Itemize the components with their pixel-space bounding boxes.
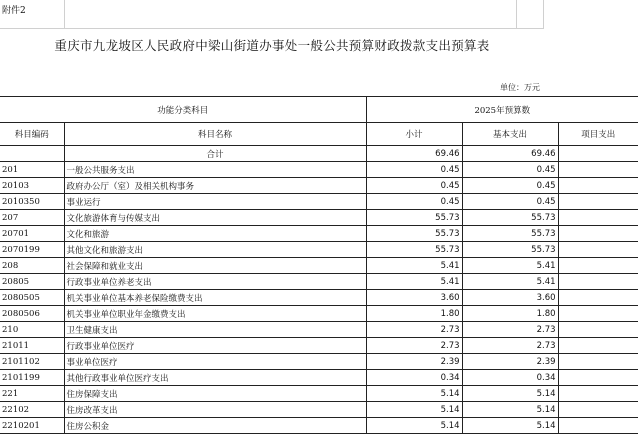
row-subtotal: 55.73 [366,242,462,258]
row-project [558,402,638,418]
row-code: 201 [0,162,64,178]
row-subtotal: 5.41 [366,274,462,290]
row-project [558,386,638,402]
row-code: 208 [0,258,64,274]
row-subtotal: 5.41 [366,258,462,274]
table-row [0,226,638,242]
row-name: 其他文化和旅游支出 [64,242,366,258]
row-project [558,370,638,386]
row-subtotal: 5.14 [366,386,462,402]
row-basic: 5.14 [462,418,558,434]
row-code: 2080505 [0,290,64,306]
row-name: 住房保障支出 [64,386,366,402]
table-row [0,386,638,402]
row-basic: 1.80 [462,306,558,322]
table-row [0,322,638,338]
attachment-label: 附件2 [2,6,26,16]
row-name: 住房改革支出 [64,402,366,418]
row-subtotal: 55.73 [366,226,462,242]
row-project [558,258,638,274]
total-code-cell [0,146,64,162]
row-subtotal: 3.60 [366,290,462,306]
table-row [0,258,638,274]
row-code: 210 [0,322,64,338]
table-row [0,162,638,178]
row-code: 21011 [0,338,64,354]
row-project [558,274,638,290]
row-code: 2210201 [0,418,64,434]
corner-cell-b [64,0,517,28]
table-row [0,194,638,210]
row-subtotal: 2.73 [366,338,462,354]
row-subtotal: 5.14 [366,402,462,418]
row-subtotal: 0.34 [366,370,462,386]
row-code: 221 [0,386,64,402]
row-basic: 0.34 [462,370,558,386]
row-basic: 3.60 [462,290,558,306]
row-name: 事业运行 [64,194,366,210]
row-project [558,322,638,338]
table-row [0,178,638,194]
row-project [558,290,638,306]
row-project [558,242,638,258]
row-name: 行政事业单位医疗 [64,338,366,354]
row-code: 22102 [0,402,64,418]
row-basic: 55.73 [462,210,558,226]
row-project [558,338,638,354]
table-row [0,402,638,418]
row-subtotal: 0.45 [366,178,462,194]
row-project [558,194,638,210]
row-name: 事业单位医疗 [64,354,366,370]
col-project-header: 项目支出 [558,123,638,146]
col-basic-header: 基本支出 [462,123,558,146]
row-basic: 5.14 [462,386,558,402]
row-subtotal: 5.14 [366,418,462,434]
total-project [558,146,638,162]
row-project [558,226,638,242]
row-subtotal: 2.73 [366,322,462,338]
row-basic: 0.45 [462,194,558,210]
row-code: 2070199 [0,242,64,258]
row-subtotal: 2.39 [366,354,462,370]
row-code: 207 [0,210,64,226]
unit-label: 单位：万元 [500,83,540,92]
table-row [0,290,638,306]
row-basic: 0.45 [462,162,558,178]
row-code: 20701 [0,226,64,242]
row-basic: 55.73 [462,242,558,258]
function-class-header: 功能分类科目 [0,97,366,123]
row-project [558,162,638,178]
table-row [0,306,638,322]
table-row [0,418,638,434]
row-name: 一般公共服务支出 [64,162,366,178]
page-title: 重庆市九龙坡区人民政府中梁山街道办事处一般公共预算财政拨款支出预算表 [54,38,490,53]
col-subtotal-header: 小计 [366,123,462,146]
row-name: 文化和旅游 [64,226,366,242]
row-name: 政府办公厅（室）及相关机构事务 [64,178,366,194]
row-name: 社会保障和就业支出 [64,258,366,274]
table-row [0,210,638,226]
col-name-header: 科目名称 [64,123,366,146]
total-row [0,146,638,162]
row-project [558,418,638,434]
total-subtotal: 69.46 [366,146,462,162]
row-name: 卫生健康支出 [64,322,366,338]
budget-table [0,96,638,434]
row-code: 20805 [0,274,64,290]
corner-cell-c [516,0,544,28]
table-row [0,338,638,354]
col-code-header: 科目编码 [0,123,64,146]
row-name: 住房公积金 [64,418,366,434]
header-row-columns [0,123,638,146]
row-project [558,178,638,194]
table-row [0,354,638,370]
row-project [558,354,638,370]
corner-cell-a [0,0,65,28]
row-code: 20103 [0,178,64,194]
total-label: 合计 [64,146,366,162]
row-project [558,306,638,322]
row-basic: 55.73 [462,226,558,242]
row-basic: 0.45 [462,178,558,194]
row-code: 2080506 [0,306,64,322]
row-subtotal: 0.45 [366,194,462,210]
row-subtotal: 55.73 [366,210,462,226]
row-code: 2010350 [0,194,64,210]
row-basic: 5.14 [462,402,558,418]
row-basic: 2.39 [462,354,558,370]
row-name: 机关事业单位基本养老保险缴费支出 [64,290,366,306]
table-row [0,242,638,258]
row-subtotal: 0.45 [366,162,462,178]
table-row [0,274,638,290]
row-code: 2101102 [0,354,64,370]
budget-year-header: 2025年预算数 [366,97,638,123]
row-name: 其他行政事业单位医疗支出 [64,370,366,386]
top-corner-cells [0,0,544,29]
row-basic: 5.41 [462,274,558,290]
row-name: 机关事业单位职业年金缴费支出 [64,306,366,322]
row-name: 行政事业单位养老支出 [64,274,366,290]
row-name: 文化旅游体育与传媒支出 [64,210,366,226]
header-row-top [0,97,638,123]
row-basic: 2.73 [462,338,558,354]
row-subtotal: 1.80 [366,306,462,322]
table-row [0,370,638,386]
row-project [558,210,638,226]
row-code: 2101199 [0,370,64,386]
total-basic: 69.46 [462,146,558,162]
row-basic: 2.73 [462,322,558,338]
row-basic: 5.41 [462,258,558,274]
